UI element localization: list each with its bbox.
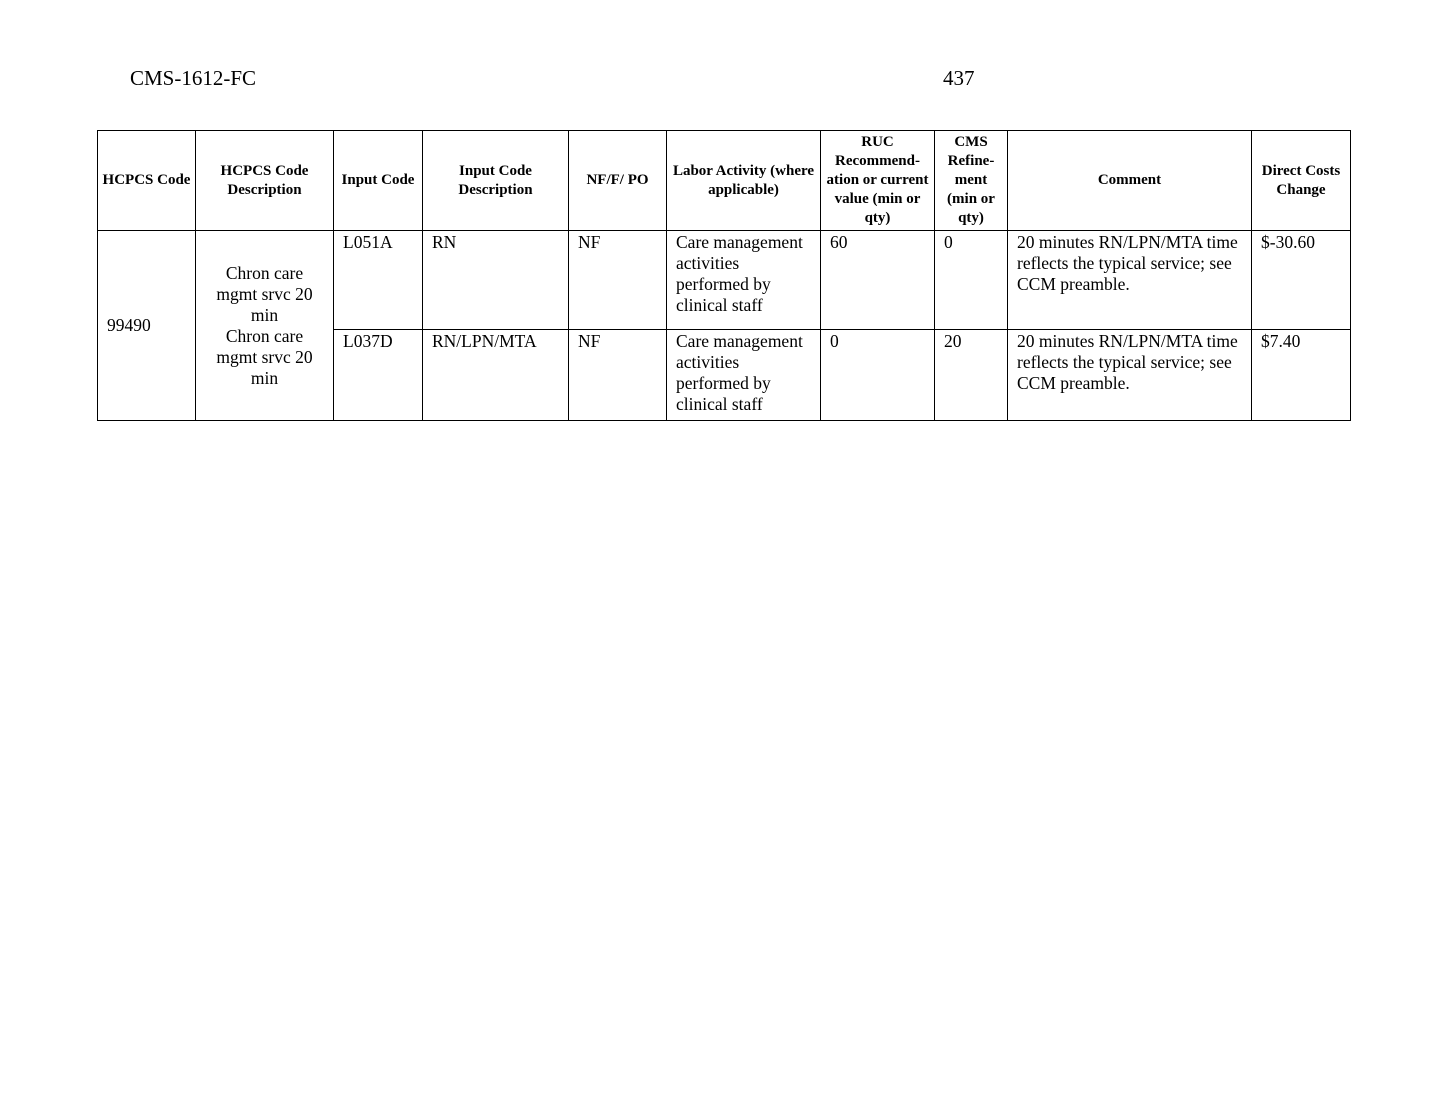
comment-cell: 20 minutes RN/LPN/MTA time reflects the typical service; see CCM preamble.: [1008, 231, 1252, 330]
direct-costs-change-cell: $-30.60: [1252, 231, 1351, 330]
column-header-hcpcs-code: HCPCS Code: [98, 131, 196, 231]
column-header-comment: Comment: [1008, 131, 1252, 231]
labor-activity-cell: Care management activities performed by clinical staff: [667, 330, 821, 421]
hcpcs-description-cell: [196, 231, 334, 421]
table-row: [98, 231, 1351, 330]
ruc-recommendation-cell: 0: [821, 330, 935, 421]
document-id: CMS-1612-FC: [130, 66, 257, 90]
nf-f-po-cell: NF: [569, 330, 667, 421]
hcpcs-description-text: Chron care mgmt srvc 20 min: [216, 325, 313, 388]
column-header-direct-costs-change: Direct Costs Change: [1252, 131, 1351, 231]
input-code-description-cell: RN/LPN/MTA: [423, 330, 569, 421]
input-code-cell: L037D: [334, 330, 423, 421]
comment-cell: 20 minutes RN/LPN/MTA time reflects the typical service; see CCM preamble.: [1008, 330, 1252, 421]
cms-refinement-cell: 20: [935, 330, 1008, 421]
practice-expense-table: [97, 130, 1351, 421]
cms-refinement-cell: 0: [935, 231, 1008, 330]
labor-activity-cell: Care management activities performed by clinical staff: [667, 231, 821, 330]
ruc-recommendation-cell: 60: [821, 231, 935, 330]
input-code-description-cell: RN: [423, 231, 569, 330]
column-header-cms-refinement: CMS Refine- ment (min or qty): [935, 131, 1008, 231]
column-header-input-code-description: Input Code Description: [423, 131, 569, 231]
direct-costs-change-cell: $7.40: [1252, 330, 1351, 421]
page-number: 437: [943, 66, 975, 90]
column-header-labor-activity: Labor Activity (where applicable): [667, 131, 821, 231]
input-code-cell: L051A: [334, 231, 423, 330]
nf-f-po-cell: NF: [569, 231, 667, 330]
hcpcs-code-cell: 99490: [98, 231, 196, 421]
column-header-ruc-recommendation: RUC Recommend- ation or current value (min or qty): [821, 131, 935, 231]
hcpcs-description-text: Chron care mgmt srvc 20 min: [216, 262, 313, 325]
column-header-nf-f-po: NF/F/ PO: [569, 131, 667, 231]
column-header-input-code: Input Code: [334, 131, 423, 231]
column-header-hcpcs-description: HCPCS Code Description: [196, 131, 334, 231]
table-header-row: [98, 131, 1351, 231]
